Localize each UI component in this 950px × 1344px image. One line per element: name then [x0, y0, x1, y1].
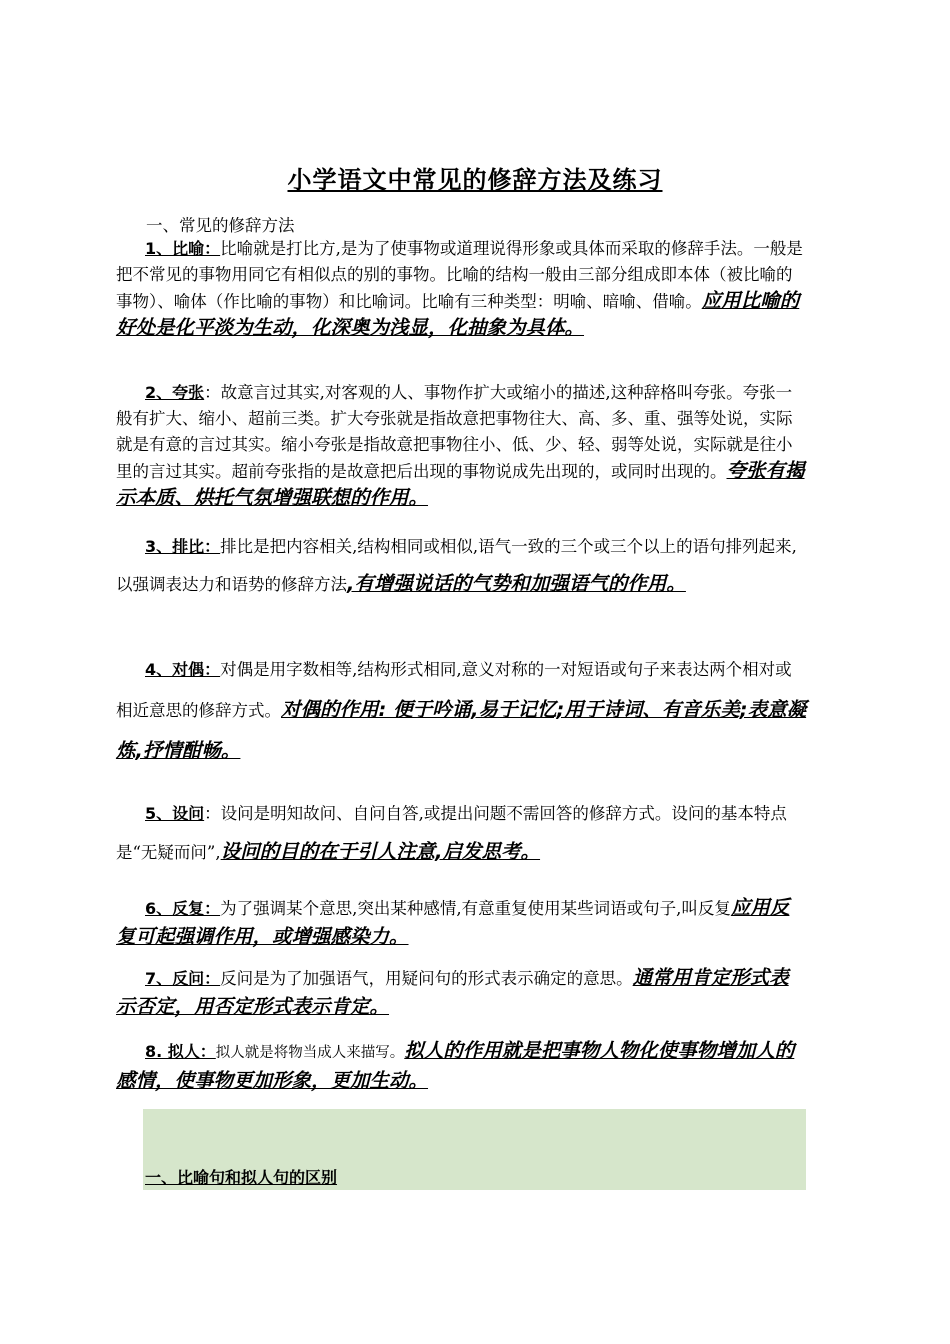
item-text: 比喻就是打比方,是为了使事物或道理说得形象或具体而采取的修辞手法。一般是把不常见的事物用同它有相似点的别的事物。比喻的结构一般由三部分组成即本体（被比喻的事物）、喻体（作比喻的事物）和比喻词。比喻有三种类型：明喻、暗喻、借喻。	[116, 239, 803, 311]
highlighted-section	[143, 1109, 806, 1190]
item-hyperbole	[116, 380, 808, 512]
item-metaphor	[116, 236, 808, 342]
item-text: 反问是为了加强语气，用疑问句的形式表示确定的意思。	[220, 969, 633, 988]
section-heading-difference: 一、比喻句和拟人句的区别	[145, 1168, 338, 1187]
item-text: 拟人就是将物当成人来描写。	[215, 1045, 405, 1061]
item-text: 对偶是用字数相等,结构形式相同,意义对称的一对短语或句子来表达两个相对或相近意思的修辞方式。	[116, 660, 792, 720]
item-personification	[116, 1037, 808, 1095]
item-lead: 3、排比：	[145, 537, 221, 556]
item-emphasis: 应用反复可起强调作用，或增强感染力。	[116, 896, 790, 948]
item-emphasis: 拟人的作用就是把事物人物化使事物增加人的感情，使事物更加形象，更加生动。	[116, 1039, 795, 1092]
item-lead: 2、夸张	[145, 383, 205, 402]
page-title: 小学语文中常见的修辞方法及练习	[287, 166, 663, 194]
item-text: ：设问是明知故问、自问自答,或提出问题不需回答的修辞方式。设问的基本特点是“无疑而问”,	[116, 804, 787, 862]
item-lead: 6、反复：	[145, 899, 221, 918]
item-emphasis: 设问的目的在于引人注意,启发思考。	[220, 840, 541, 863]
item-rhetorical-question	[116, 795, 808, 872]
item-emphasis: 夸张有揭示本质、烘托气氛增强联想的作用。	[116, 459, 805, 509]
item-text: 为了强调某个意思,突出某种感情,有意重复使用某些词语或句子,叫反复	[220, 899, 731, 918]
item-lead: 1、比喻：	[145, 239, 221, 258]
item-text: 排比是把内容相关,结构相同或相似,语气一致的三个或三个以上的语句排列起来,以强调表达力和语势的修辞方法	[116, 537, 797, 594]
item-parallelism	[116, 528, 808, 603]
item-emphasis: 应用比喻的好处是化平淡为生动，化深奥为浅显，化抽象为具体。	[116, 289, 800, 339]
item-counter-question	[116, 964, 808, 1022]
section-heading: 一、常见的修辞方法	[146, 216, 295, 235]
item-antithesis	[116, 650, 808, 772]
item-emphasis: 对偶的作用: 便于吟诵,易于记忆;用于诗词、有音乐美;表意凝炼,抒情酣畅。	[116, 698, 807, 762]
item-emphasis: 通常用肯定形式表示否定，用否定形式表示肯定。	[116, 966, 789, 1018]
item-lead: 8. 拟人：	[145, 1042, 216, 1061]
item-text: ：故意言过其实,对客观的人、事物作扩大或缩小的描述,这种辞格叫夸张。夸张一般有扩大、缩小、超前三类。扩大夸张就是指故意把事物往大、高、多、重、强等处说，实际就是有意的言过其实。缩小夸张是指故意把事物往小、低、少、轻、弱等处说，实际就是往小里的言过其实。超前夸张指的是故意把后出现的事物说成先出现的，或同时出现的。	[116, 383, 793, 481]
item-emphasis: ,有增强说话的气势和加强语气的作用。	[347, 572, 686, 595]
item-repetition	[116, 894, 808, 952]
item-lead: 5、设问	[145, 804, 205, 823]
item-lead: 7、反问：	[145, 969, 221, 988]
item-lead: 4、对偶：	[145, 660, 221, 679]
